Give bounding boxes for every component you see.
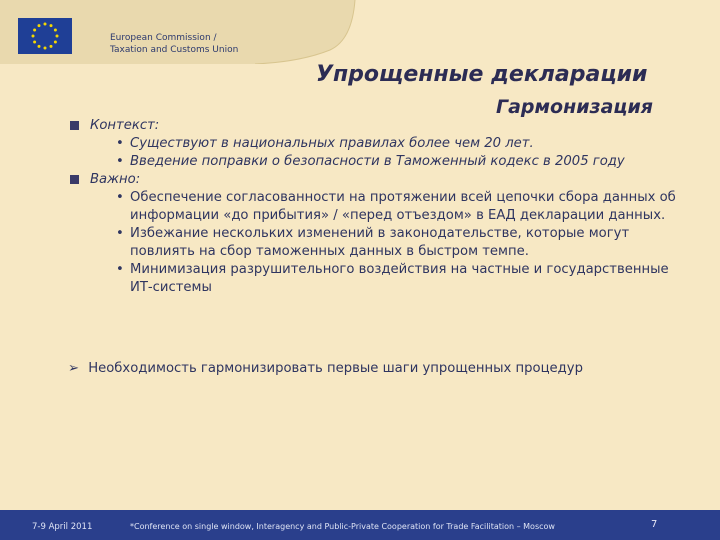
section-label: Важно: xyxy=(90,172,141,187)
list-item: • Избежание нескольких изменений в законодательстве, которые могут повлиять на сбор таможенных данных в быстром темпе. xyxy=(116,225,676,261)
list-item: • Существуют в национальных правилах более чем 20 лет. xyxy=(116,135,704,153)
organization-name xyxy=(110,32,238,56)
conclusion-text: Необходимость гармонизировать первые шаги упрощенных процедур xyxy=(88,361,583,376)
list-item: • Минимизация разрушительного воздействия на частные и государственные ИТ-системы xyxy=(116,261,676,297)
slide-subtitle: Гармонизация xyxy=(496,96,654,118)
list-item: • Введение поправки о безопасности в Таможенный кодекс в 2005 году xyxy=(116,153,704,171)
section-context xyxy=(64,117,704,135)
list-item: • Обеспечение согласованности на протяжении всей цепочки сбора данных об информации «до прибытия» / «перед отъездом» в ЕАД декларации данных. xyxy=(116,189,676,225)
page-number: 7 xyxy=(651,519,658,530)
conclusion xyxy=(68,361,583,376)
checkbox-bullet-icon xyxy=(70,175,79,184)
org-line-2: Taxation and Customs Union xyxy=(110,45,239,55)
section-label: Контекст: xyxy=(90,118,160,133)
footer-date: 7-9 April 2011 xyxy=(32,522,93,532)
header-band xyxy=(0,0,720,64)
context-bullet-list xyxy=(64,135,704,171)
important-bullet-list xyxy=(64,189,676,297)
content-body xyxy=(64,117,704,297)
checkbox-bullet-icon xyxy=(70,121,79,130)
arrow-bullet-icon: ➢ xyxy=(68,361,80,376)
eu-flag-icon xyxy=(18,18,72,54)
org-line-1: European Commission / xyxy=(110,33,217,43)
slide-title: Упрощенные декларации xyxy=(316,62,648,87)
section-important xyxy=(64,171,704,189)
footer-conference: *Conference on single window, Interagency and Public-Private Cooperation for Trade Facilitation – Moscow xyxy=(130,522,555,531)
